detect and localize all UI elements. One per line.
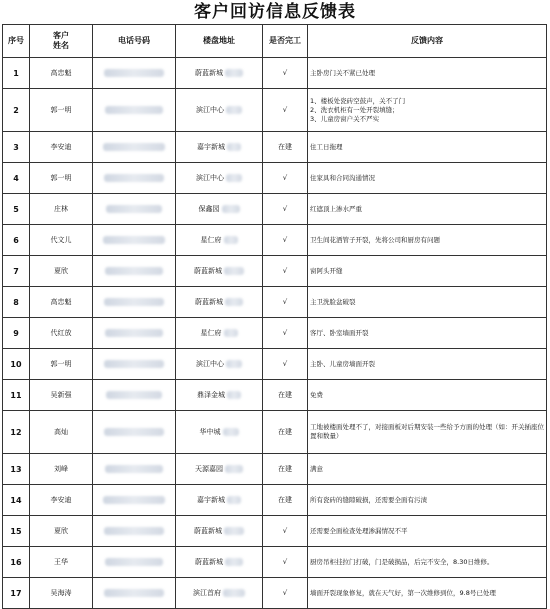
feedback-table bbox=[2, 24, 547, 609]
row-index-cell: 3 bbox=[3, 132, 30, 163]
feedback-cell bbox=[308, 58, 547, 89]
redacted-phone bbox=[103, 496, 165, 504]
customer-name-cell: 郭一明 bbox=[30, 349, 93, 380]
feedback-cell bbox=[308, 132, 547, 163]
table-row bbox=[3, 578, 547, 609]
row-index-cell: 8 bbox=[3, 287, 30, 318]
feedback-line: 卫生间花洒管子开裂，先将公司和厨房有问题 bbox=[310, 235, 440, 244]
row-index-cell: 2 bbox=[3, 89, 30, 132]
completed-cell: 在建 bbox=[263, 411, 308, 454]
completed-cell: √ bbox=[263, 194, 308, 225]
phone-cell bbox=[93, 89, 176, 132]
feedback-line: 红遮顶上渗水严重 bbox=[310, 204, 362, 213]
phone-cell bbox=[93, 132, 176, 163]
table-row bbox=[3, 89, 547, 132]
feedback-line: 厨房吊柜挂拉门打破，门是破损品，后完不安全，8.30日维修。 bbox=[310, 557, 494, 566]
redacted-phone bbox=[104, 298, 164, 306]
redacted-address bbox=[222, 205, 240, 213]
redacted-phone bbox=[105, 558, 163, 566]
feedback-line: 2、洗衣机柜有一处开裂填缝； bbox=[310, 105, 399, 114]
feedback-line: 墙面开裂现象修复，就在天气好，第一次维修到位，9.8号已处理 bbox=[310, 588, 496, 597]
address-cell bbox=[176, 516, 263, 547]
table-row bbox=[3, 411, 547, 454]
row-index-cell: 9 bbox=[3, 318, 30, 349]
sheet-title: 客户回访信息反馈表 bbox=[194, 2, 356, 22]
feedback-cell bbox=[308, 194, 547, 225]
address-cell bbox=[176, 58, 263, 89]
redacted-phone bbox=[105, 106, 163, 114]
table-row bbox=[3, 256, 547, 287]
feedback-cell bbox=[308, 287, 547, 318]
customer-name-cell: 王华 bbox=[30, 547, 93, 578]
address-text: 蔚蓝新城 bbox=[194, 267, 222, 275]
table-row bbox=[3, 349, 547, 380]
redacted-address bbox=[226, 360, 242, 368]
address-text: 蔚蓝新城 bbox=[194, 527, 222, 535]
address-cell bbox=[176, 163, 263, 194]
completed-cell: √ bbox=[263, 516, 308, 547]
redacted-phone bbox=[104, 428, 164, 436]
row-index-cell: 14 bbox=[3, 485, 30, 516]
redacted-address bbox=[223, 428, 239, 436]
col-header-index: 序号 bbox=[3, 25, 30, 58]
redacted-address bbox=[224, 236, 238, 244]
completed-cell: 在建 bbox=[263, 454, 308, 485]
address-text: 鼎泽金城 bbox=[197, 391, 225, 399]
feedback-line: 3、儿童房窗户关不严实 bbox=[310, 114, 380, 123]
customer-name-cell: 代文儿 bbox=[30, 225, 93, 256]
phone-cell bbox=[93, 578, 176, 609]
feedback-line: 主卧房门关不紧已处理 bbox=[310, 68, 375, 77]
redacted-address bbox=[226, 106, 242, 114]
redacted-address bbox=[225, 298, 243, 306]
redacted-address bbox=[227, 143, 241, 151]
completed-cell: 在建 bbox=[263, 380, 308, 411]
redacted-phone bbox=[104, 174, 164, 182]
table-row bbox=[3, 287, 547, 318]
customer-name-cell: 代红放 bbox=[30, 318, 93, 349]
feedback-line: 1、楼板处瓷砖空鼓声，关不了门 bbox=[310, 96, 406, 105]
feedback-cell bbox=[308, 485, 547, 516]
address-text: 嘉宇新城 bbox=[197, 143, 225, 151]
customer-name-cell: 高忠魁 bbox=[30, 58, 93, 89]
address-text: 蔚蓝新城 bbox=[195, 298, 223, 306]
row-index-cell: 12 bbox=[3, 411, 30, 454]
table-row bbox=[3, 194, 547, 225]
redacted-phone bbox=[104, 527, 164, 535]
phone-cell bbox=[93, 225, 176, 256]
customer-name-cell: 刘峰 bbox=[30, 454, 93, 485]
completed-cell: √ bbox=[263, 547, 308, 578]
redacted-address bbox=[227, 496, 241, 504]
completed-cell: √ bbox=[263, 256, 308, 287]
feedback-cell bbox=[308, 318, 547, 349]
completed-cell: 在建 bbox=[263, 132, 308, 163]
completed-cell: 在建 bbox=[263, 485, 308, 516]
redacted-phone bbox=[105, 465, 163, 473]
address-cell bbox=[176, 287, 263, 318]
feedback-cell bbox=[308, 380, 547, 411]
completed-cell: √ bbox=[263, 89, 308, 132]
redacted-address bbox=[224, 527, 244, 535]
feedback-cell bbox=[308, 516, 547, 547]
completed-cell: √ bbox=[263, 578, 308, 609]
customer-name-cell: 高灿 bbox=[30, 411, 93, 454]
completed-cell: √ bbox=[263, 225, 308, 256]
row-index-cell: 16 bbox=[3, 547, 30, 578]
redacted-address bbox=[225, 465, 243, 473]
redacted-address bbox=[227, 391, 241, 399]
redacted-phone bbox=[106, 391, 162, 399]
feedback-cell bbox=[308, 547, 547, 578]
address-cell bbox=[176, 380, 263, 411]
customer-name-cell: 夏欣 bbox=[30, 516, 93, 547]
completed-cell: √ bbox=[263, 318, 308, 349]
completed-cell: √ bbox=[263, 349, 308, 380]
address-cell bbox=[176, 256, 263, 287]
customer-name-cell: 李安迪 bbox=[30, 132, 93, 163]
feedback-cell bbox=[308, 89, 547, 132]
table-row bbox=[3, 485, 547, 516]
row-index-cell: 13 bbox=[3, 454, 30, 485]
phone-cell bbox=[93, 380, 176, 411]
address-text: 滨江中心 bbox=[196, 174, 224, 182]
address-cell bbox=[176, 89, 263, 132]
feedback-cell bbox=[308, 454, 547, 485]
phone-cell bbox=[93, 547, 176, 578]
table-row bbox=[3, 163, 547, 194]
redacted-address bbox=[223, 589, 245, 597]
address-text: 华中城 bbox=[199, 428, 221, 436]
feedback-line: 所有瓷砖的缝隙破损，还需要全面有污渍 bbox=[310, 495, 427, 504]
completed-cell: √ bbox=[263, 163, 308, 194]
customer-name-cell: 吴海涛 bbox=[30, 578, 93, 609]
row-index-cell: 4 bbox=[3, 163, 30, 194]
table-row bbox=[3, 454, 547, 485]
customer-name-cell: 郭一明 bbox=[30, 163, 93, 194]
feedback-cell bbox=[308, 225, 547, 256]
feedback-line: 窗阿头开缝 bbox=[310, 266, 343, 275]
table-row bbox=[3, 225, 547, 256]
row-index-cell: 7 bbox=[3, 256, 30, 287]
phone-cell bbox=[93, 194, 176, 225]
table-row bbox=[3, 132, 547, 163]
feedback-line: 工地被楼面处理不了，对接面板对后期安装一些给予方面的处理（如：开关插座位置和数量） bbox=[310, 423, 544, 440]
table-row bbox=[3, 547, 547, 578]
redacted-phone bbox=[103, 236, 165, 244]
customer-name-cell: 庄林 bbox=[30, 194, 93, 225]
phone-cell bbox=[93, 58, 176, 89]
row-index-cell: 17 bbox=[3, 578, 30, 609]
completed-cell: √ bbox=[263, 58, 308, 89]
address-text: 天源嘉园 bbox=[195, 465, 223, 473]
customer-name-cell: 高忠魁 bbox=[30, 287, 93, 318]
redacted-phone bbox=[103, 143, 165, 151]
row-index-cell: 1 bbox=[3, 58, 30, 89]
completed-cell: √ bbox=[263, 287, 308, 318]
feedback-cell bbox=[308, 163, 547, 194]
address-cell bbox=[176, 454, 263, 485]
address-cell bbox=[176, 578, 263, 609]
redacted-address bbox=[225, 69, 243, 77]
address-text: 嘉宇新城 bbox=[197, 496, 225, 504]
col-header-feedback: 反馈内容 bbox=[308, 25, 547, 58]
address-text: 蔚蓝新城 bbox=[195, 558, 223, 566]
feedback-line: 客厅、卧室墙面开裂 bbox=[310, 328, 369, 337]
address-cell bbox=[176, 485, 263, 516]
phone-cell bbox=[93, 516, 176, 547]
redacted-phone bbox=[106, 205, 162, 213]
redacted-phone bbox=[105, 267, 163, 275]
redacted-phone bbox=[104, 360, 164, 368]
customer-name-cell: 夏欣 bbox=[30, 256, 93, 287]
col-header-address: 楼盘地址 bbox=[176, 25, 263, 58]
address-text: 滨江中心 bbox=[196, 106, 224, 114]
table-row bbox=[3, 58, 547, 89]
customer-name-cell: 李安迪 bbox=[30, 485, 93, 516]
table-row bbox=[3, 516, 547, 547]
customer-name-cell: 郭一明 bbox=[30, 89, 93, 132]
table-body bbox=[3, 58, 547, 609]
phone-cell bbox=[93, 411, 176, 454]
redacted-phone bbox=[104, 69, 164, 77]
address-cell bbox=[176, 349, 263, 380]
phone-cell bbox=[93, 163, 176, 194]
feedback-cell bbox=[308, 256, 547, 287]
table-row bbox=[3, 318, 547, 349]
feedback-line: 还需要全面检查处理渗漏情况不平 bbox=[310, 526, 408, 535]
address-text: 滨江首府 bbox=[193, 589, 221, 597]
feedback-cell bbox=[308, 411, 547, 454]
row-index-cell: 11 bbox=[3, 380, 30, 411]
phone-cell bbox=[93, 485, 176, 516]
col-header-name: 客户 姓名 bbox=[30, 25, 93, 58]
address-text: 星仁府 bbox=[200, 329, 222, 337]
phone-cell bbox=[93, 256, 176, 287]
feedback-line: 满意 bbox=[310, 464, 323, 473]
feedback-line: 住工日拖理 bbox=[310, 142, 343, 151]
feedback-line: 主卧、儿童房墙面开裂 bbox=[310, 359, 375, 368]
row-index-cell: 6 bbox=[3, 225, 30, 256]
address-cell bbox=[176, 194, 263, 225]
address-cell bbox=[176, 225, 263, 256]
address-cell bbox=[176, 547, 263, 578]
redacted-address bbox=[226, 174, 242, 182]
address-text: 蔚蓝新城 bbox=[195, 69, 223, 77]
address-text: 滨江中心 bbox=[196, 360, 224, 368]
redacted-address bbox=[224, 329, 238, 337]
address-cell bbox=[176, 132, 263, 163]
feedback-line: 住家具和合同沟通情况 bbox=[310, 173, 375, 182]
redacted-phone bbox=[104, 589, 164, 597]
address-text: 星仁府 bbox=[200, 236, 222, 244]
address-cell bbox=[176, 411, 263, 454]
redacted-phone bbox=[105, 329, 163, 337]
address-cell bbox=[176, 318, 263, 349]
feedback-line: 免费 bbox=[310, 390, 323, 399]
feedback-cell bbox=[308, 349, 547, 380]
col-header-completed: 是否完工 bbox=[263, 25, 308, 58]
row-index-cell: 15 bbox=[3, 516, 30, 547]
phone-cell bbox=[93, 287, 176, 318]
row-index-cell: 10 bbox=[3, 349, 30, 380]
address-text: 保鑫园 bbox=[198, 205, 220, 213]
redacted-address bbox=[224, 267, 244, 275]
header-row bbox=[3, 25, 547, 58]
row-index-cell: 5 bbox=[3, 194, 30, 225]
feedback-cell bbox=[308, 578, 547, 609]
table-row bbox=[3, 380, 547, 411]
feedback-line: 主卫洗脸盆破裂 bbox=[310, 297, 356, 306]
customer-name-cell: 吴新强 bbox=[30, 380, 93, 411]
col-header-phone: 电话号码 bbox=[93, 25, 176, 58]
phone-cell bbox=[93, 349, 176, 380]
phone-cell bbox=[93, 454, 176, 485]
redacted-address bbox=[225, 558, 243, 566]
phone-cell bbox=[93, 318, 176, 349]
